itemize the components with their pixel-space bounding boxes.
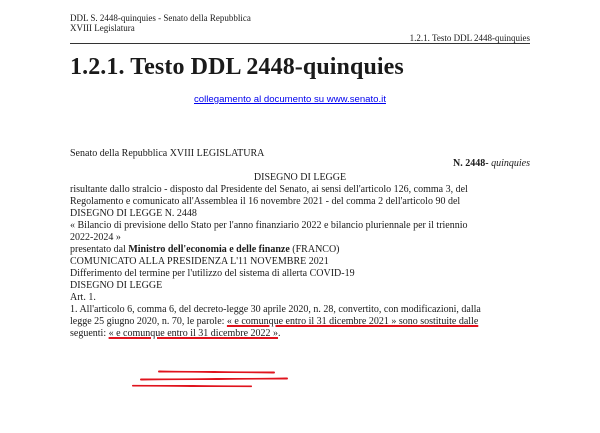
article-line-2-start: legge 25 giugno 2020, n. 70, le parole: <box>70 316 227 327</box>
page-title: 1.2.1. Testo DDL 2448-quinquies <box>70 54 404 80</box>
article-line-3-start: seguenti: <box>70 328 109 339</box>
red-highlight-stroke <box>132 385 252 388</box>
running-header-left <box>70 13 251 33</box>
bill-number-prefix: N. 2448- <box>453 158 489 169</box>
article-line-3 <box>70 328 530 340</box>
presentato-prefix: presentato dal <box>70 244 129 255</box>
presentato-suffix: (FRANCO) <box>289 244 340 255</box>
disegno-heading: DISEGNO DI LEGGE <box>253 172 347 183</box>
article-heading: Art. 1. <box>70 292 96 303</box>
article-line-1: 1. All'articolo 6, comma 6, del decreto-legge 30 aprile 2020, n. 28, convertito, con modificazioni, dalla <box>70 304 481 315</box>
red-highlight-stroke <box>158 370 275 373</box>
differimento-line: Differimento del termine per l'utilizzo del sistema di allerta COVID-19 <box>70 268 355 279</box>
senato-line: Senato della Repubblica XVIII LEGISLATURA <box>70 148 265 159</box>
body-line: 2022-2024 » <box>70 232 121 243</box>
article-line-3-end: . <box>278 328 281 339</box>
body-line: DISEGNO DI LEGGE N. 2448 <box>70 208 197 219</box>
body-line: « Bilancio di previsione dello Stato per l'anno finanziario 2022 e bilancio pluriennale per il triennio <box>70 220 468 231</box>
senato-document-link[interactable]: collegamento al documento su www.senato.it <box>194 94 386 105</box>
running-header-right: 1.2.1. Testo DDL 2448-quinquies <box>409 33 530 43</box>
comunicato-line: COMUNICATO ALLA PRESIDENZA L'11 NOVEMBRE 2021 <box>70 256 329 267</box>
underlined-new-deadline: « e comunque entro il 31 dicembre 2022 » <box>108 328 279 339</box>
bill-number <box>70 158 530 170</box>
red-highlight-stroke <box>140 377 288 380</box>
article-line-2 <box>70 316 530 328</box>
minister-name: Ministro dell'economia e delle finanze <box>128 244 290 255</box>
underlined-old-deadline: « e comunque entro il 31 dicembre 2021 » sono sostituite dalle <box>226 316 479 327</box>
body-line: risultante dallo stralcio - disposto dal Presidente del Senato, ai sensi dell'articolo 126, comma 3, del <box>70 184 468 195</box>
body-line: Regolamento e comunicato all'Assemblea il 16 novembre 2021 - del comma 2 dell'articolo 90 del <box>70 196 461 207</box>
header-legislature: XVIII Legislatura <box>70 23 135 33</box>
header-rule <box>70 43 530 44</box>
bill-number-suffix: quinquies <box>488 158 530 169</box>
bill-body <box>70 184 530 340</box>
header-doc-title: DDL S. 2448-quinquies - Senato della Repubblica <box>70 13 251 23</box>
disegno-line: DISEGNO DI LEGGE <box>70 280 163 291</box>
presentato-line <box>70 244 530 256</box>
